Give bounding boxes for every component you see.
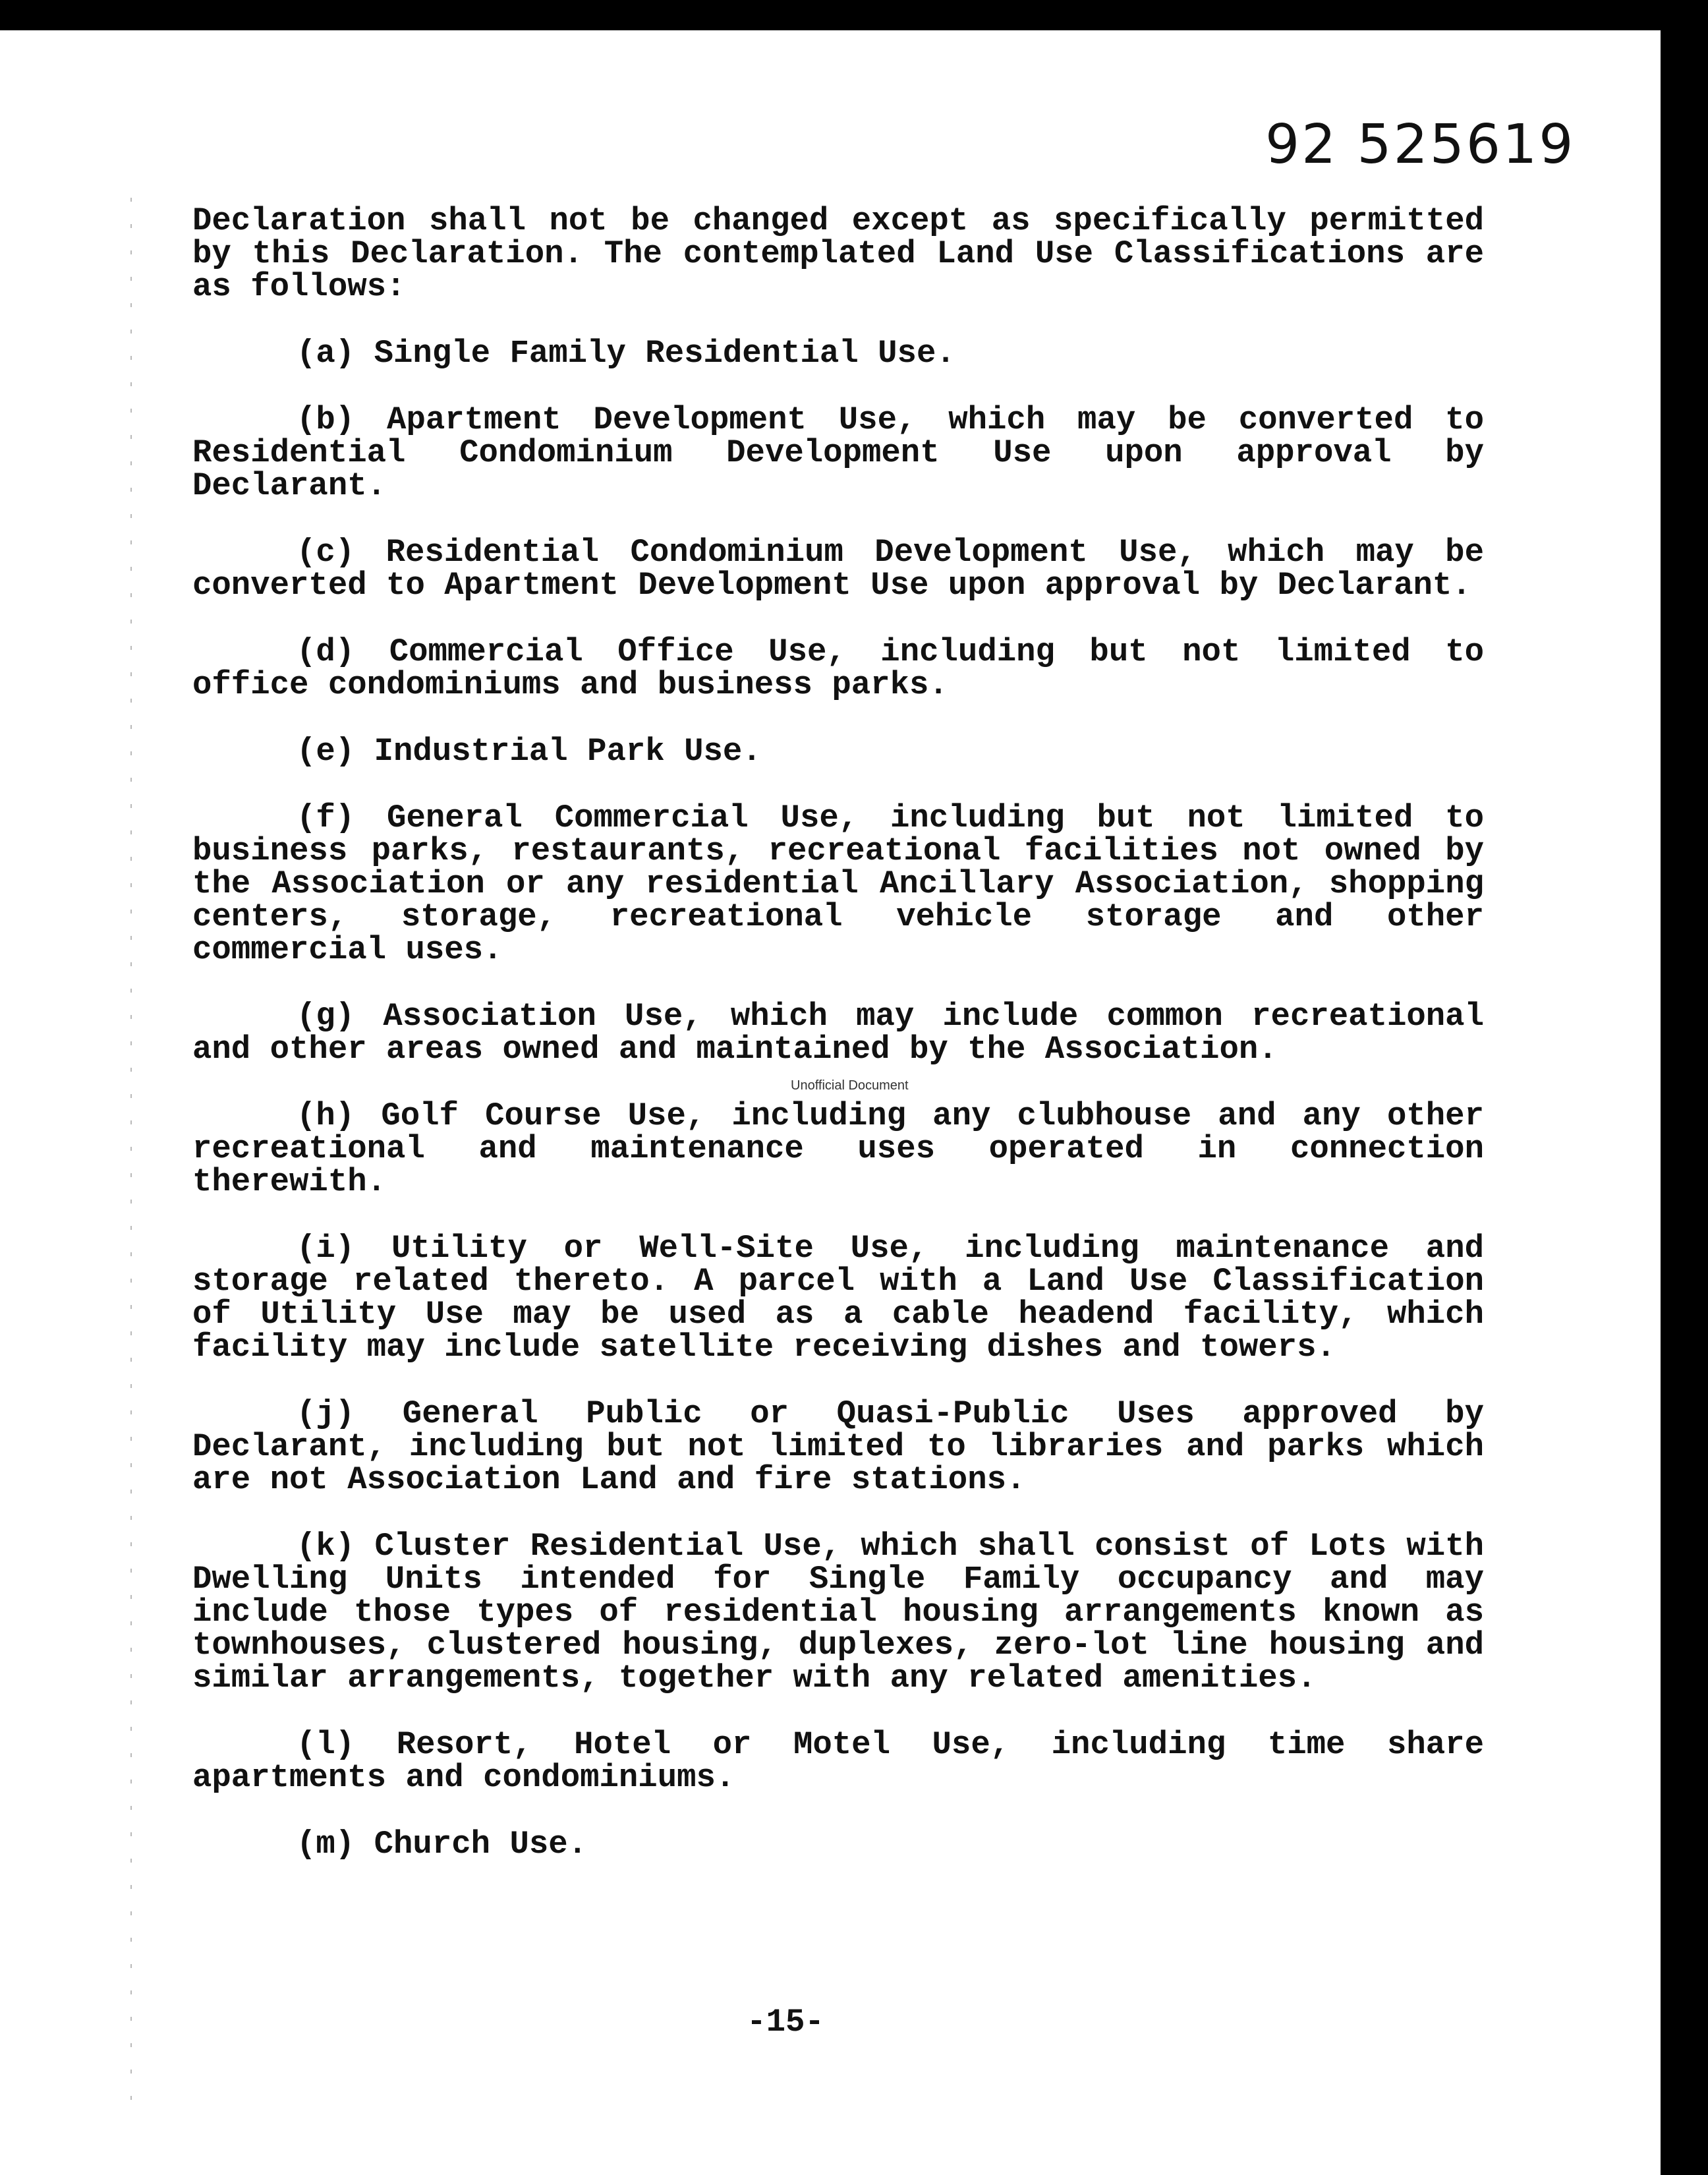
list-item: (a) Single Family Residential Use. (297, 335, 955, 372)
scan-margin-marks (130, 198, 132, 2109)
list-item: (h) Golf Course Use, including any clubhouse and any other recreational and maintenance uses operated in connection therewith. (192, 1097, 1484, 1200)
list-item: (f) General Commercial Use, including but not limited to business parks, restaurants, recreational facilities not owned by the Association or any residential Ancillary Association, shopping centers, storage, recreational vehicle storage and other commercial uses. (192, 799, 1484, 968)
list-item: (d) Commercial Office Use, including but not limited to office condominiums and business parks. (192, 633, 1484, 703)
scan-border-right (1661, 0, 1708, 2175)
list-item: (m) Church Use. (297, 1826, 588, 1863)
list-item: (i) Utility or Well-Site Use, including maintenance and storage related thereto. A parcel with a Land Use Classification of Utility Use may be used as a cable headend facility, which facility may include satellite receiving dishes and towers. (192, 1230, 1484, 1366)
intro-paragraph: Declaration shall not be changed except as specifically permitted by this Declaration. The contemplated Land Use Classifications are as follows: (192, 202, 1484, 305)
document-body (192, 204, 1484, 1894)
list-item: (k) Cluster Residential Use, which shall consist of Lots with Dwelling Units intended for Single Family occupancy and may include those types of residential housing arrangements known as townhouses, clustered housing, duplexes, zero-lot line housing and similar arrangements, together with any related amenities. (192, 1528, 1484, 1696)
list-item: (e) Industrial Park Use. (297, 733, 762, 770)
list-item: (c) Residential Condominium Development Use, which may be converted to Apartment Development Use upon approval by Declarant. (192, 534, 1484, 604)
page-number: -15- (747, 2004, 824, 2041)
list-item: (j) General Public or Quasi-Public Uses approved by Declarant, including but not limited to libraries and parks which are not Association Land and fire stations. (192, 1395, 1484, 1498)
list-item: (b) Apartment Development Use, which may be converted to Residential Condominium Development Use upon approval by Declarant. (192, 401, 1484, 504)
watermark: Unofficial Document (791, 1078, 909, 1093)
scan-border-top (0, 0, 1708, 30)
list-item: (l) Resort, Hotel or Motel Use, including time share apartments and condominiums. (192, 1726, 1484, 1796)
list-item: (g) Association Use, which may include common recreational and other areas owned and maintained by the Association. (192, 998, 1484, 1068)
document-number: 92 525619 (1265, 113, 1576, 176)
